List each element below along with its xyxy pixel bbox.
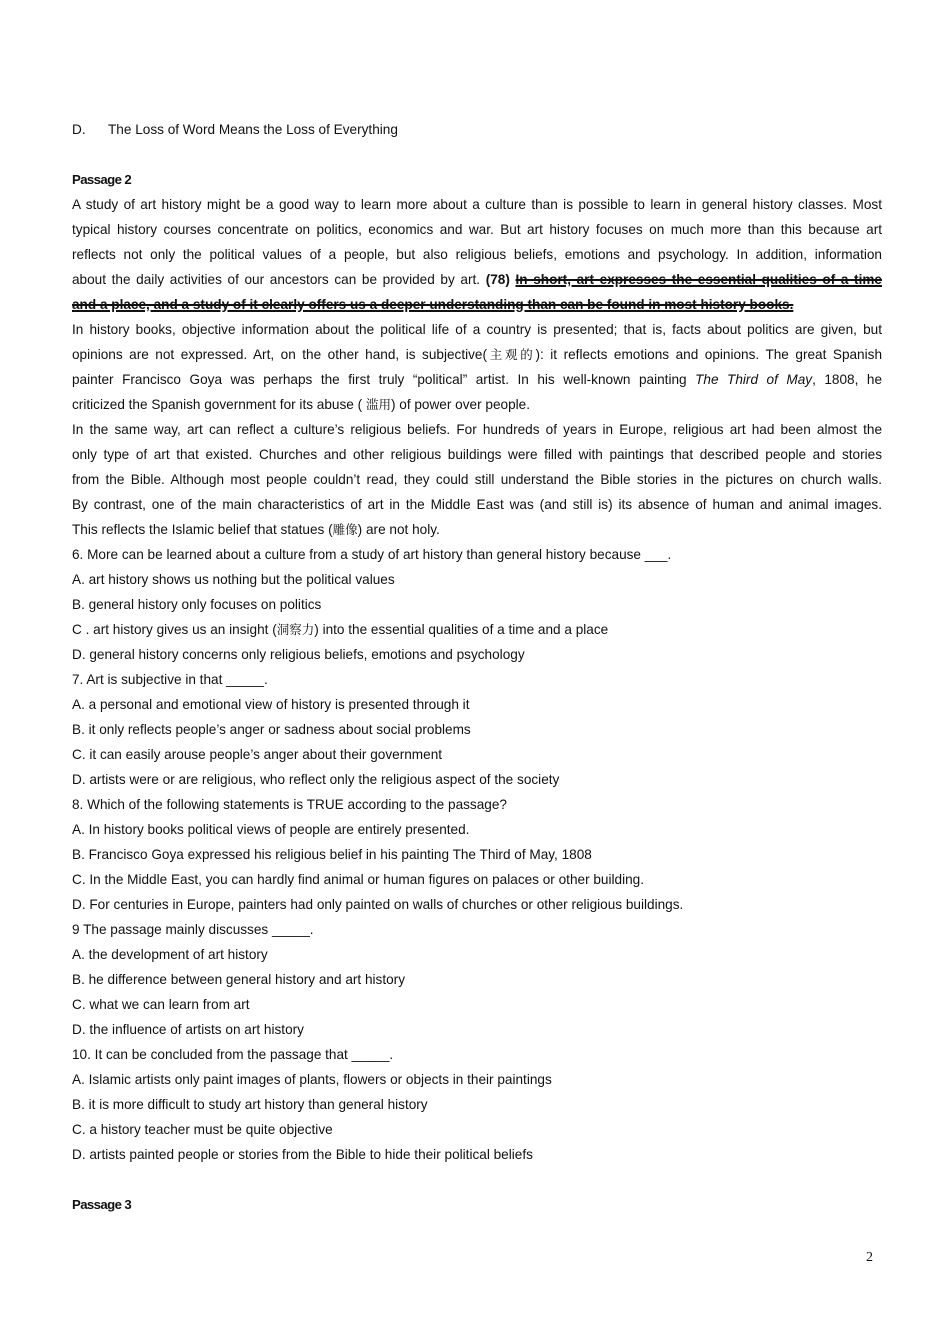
p3-line-3: from the Bible. Although most people couldn’t read, they could still understand the Bible stories in the pictures on church walls. <box>72 472 882 487</box>
previous-option-d <box>72 121 398 139</box>
q9-option-c: C. what we can learn from art <box>72 997 250 1012</box>
q6-stem: 6. More can be learned about a culture from a study of art history than general history because ___. <box>72 547 672 562</box>
p2-line-3-b: , 1808, he <box>812 372 882 387</box>
p1-line-1: A study of art history might be a good way to learn more about a culture than is possible to learn in general history classes. Most <box>72 197 882 212</box>
q7-stem: 7. Art is subjective in that _____. <box>72 672 268 687</box>
p1-line-3: reflects not only the political values of a people, but also religious beliefs, emotions and psychology. In addition, information <box>72 247 882 262</box>
option-text: The Loss of Word Means the Loss of Everything <box>108 122 398 137</box>
q6-option-b: B. general history only focuses on politics <box>72 597 322 612</box>
passage-2-heading: Passage 2 <box>72 172 132 187</box>
q6-option-d: D. general history concerns only religious beliefs, emotions and psychology <box>72 647 525 662</box>
q8-option-d: D. For centuries in Europe, painters had only painted on walls of churches or other religious buildings. <box>72 897 684 912</box>
passage-3-heading: Passage 3 <box>72 1197 132 1212</box>
translation-sentence-part-2: and a place, and a study of it clearly offers us a deeper understanding than can be found in most history books. <box>72 297 794 312</box>
q9-option-d: D. the influence of artists on art history <box>72 1022 304 1037</box>
q9-option-a: A. the development of art history <box>72 947 268 962</box>
painting-title: The Third of May <box>695 372 813 387</box>
p2-line-4 <box>72 396 530 414</box>
q6-option-c-a: C . art history gives us an insight ( <box>72 622 277 637</box>
q6-option-c-b: ) into the essential qualities of a time and a place <box>314 622 609 637</box>
q7-option-a: A. a personal and emotional view of history is presented through it <box>72 697 470 712</box>
p2-line-2-a: opinions are not expressed. Art, on the other hand, is subjective( <box>72 347 487 362</box>
p3-line-5 <box>72 521 440 539</box>
q7-option-c: C. it can easily arouse people’s anger about their government <box>72 747 443 762</box>
q10-option-c: C. a history teacher must be quite objective <box>72 1122 333 1137</box>
p2-line-2 <box>72 346 882 364</box>
p3-line-2: only type of art that existed. Churches and other religious buildings were filled with paintings that described people and stories <box>72 447 882 462</box>
p1-line-5 <box>72 296 793 314</box>
q9-option-b: B. he difference between general history and art history <box>72 972 405 987</box>
p3-line-5-b: ) are not holy. <box>357 522 440 537</box>
q7-option-b: B. it only reflects people’s anger or sadness about social problems <box>72 722 471 737</box>
gloss-insight: 洞察力 <box>276 622 315 637</box>
q10-stem: 10. It can be concluded from the passage that _____. <box>72 1047 394 1062</box>
p1-line-2: typical history courses concentrate on politics, economics and war. But art history focuses on much more than this because art <box>72 222 882 237</box>
p3-line-5-a: This reflects the Islamic belief that statues ( <box>72 522 333 537</box>
q10-option-b: B. it is more difficult to study art history than general history <box>72 1097 428 1112</box>
p1-line-4 <box>72 271 882 289</box>
p2-line-4-b: ) of power over people. <box>390 397 530 412</box>
p1-line-4-text: about the daily activities of our ancestors can be provided by art. <box>72 272 481 287</box>
q10-option-d: D. artists painted people or stories from the Bible to hide their political beliefs <box>72 1147 533 1162</box>
q10-option-a: A. Islamic artists only paint images of plants, flowers or objects in their paintings <box>72 1072 552 1087</box>
q8-option-b: B. Francisco Goya expressed his religious belief in his painting The Third of May, 1808 <box>72 847 592 862</box>
q7-option-d: D. artists were or are religious, who reflect only the religious aspect of the society <box>72 772 560 787</box>
page-number: 2 <box>866 1250 873 1265</box>
q8-option-c: C. In the Middle East, you can hardly find animal or human figures on palaces or other building. <box>72 872 645 887</box>
gloss-statues: 雕像 <box>332 522 358 537</box>
p2-line-4-a: criticized the Spanish government for its abuse ( <box>72 397 363 412</box>
p3-line-4: By contrast, one of the main characteristics of art in the Middle East was (and still is) its absence of human and animal images. <box>72 497 882 512</box>
question-marker: (78) <box>485 272 510 287</box>
translation-sentence-part-1: In short, art expresses the essential qualities of a time <box>515 272 882 287</box>
q6-option-c <box>72 621 608 639</box>
q6-option-a: A. art history shows us nothing but the political values <box>72 572 395 587</box>
p3-line-1: In the same way, art can reflect a culture’s religious beliefs. For hundreds of years in Europe, religious art had been almost the <box>72 422 882 437</box>
q8-option-a: A. In history books political views of people are entirely presented. <box>72 822 470 837</box>
p2-line-2-b: ): it reflects emotions and opinions. The great Spanish <box>535 347 882 362</box>
p2-line-3 <box>72 371 882 389</box>
option-letter: D. <box>72 122 86 137</box>
q8-stem: 8. Which of the following statements is TRUE according to the passage? <box>72 797 507 812</box>
gloss-subjective: 主观的 <box>487 347 536 362</box>
gloss-abuse: 滥用 <box>365 397 391 412</box>
q9-stem: 9 The passage mainly discusses _____. <box>72 922 314 937</box>
p2-line-1: In history books, objective information about the political life of a country is presented; that is, facts about politics are given, but <box>72 322 882 337</box>
p2-line-3-a: painter Francisco Goya was perhaps the first truly “political” artist. In his well-known painting <box>72 372 687 387</box>
